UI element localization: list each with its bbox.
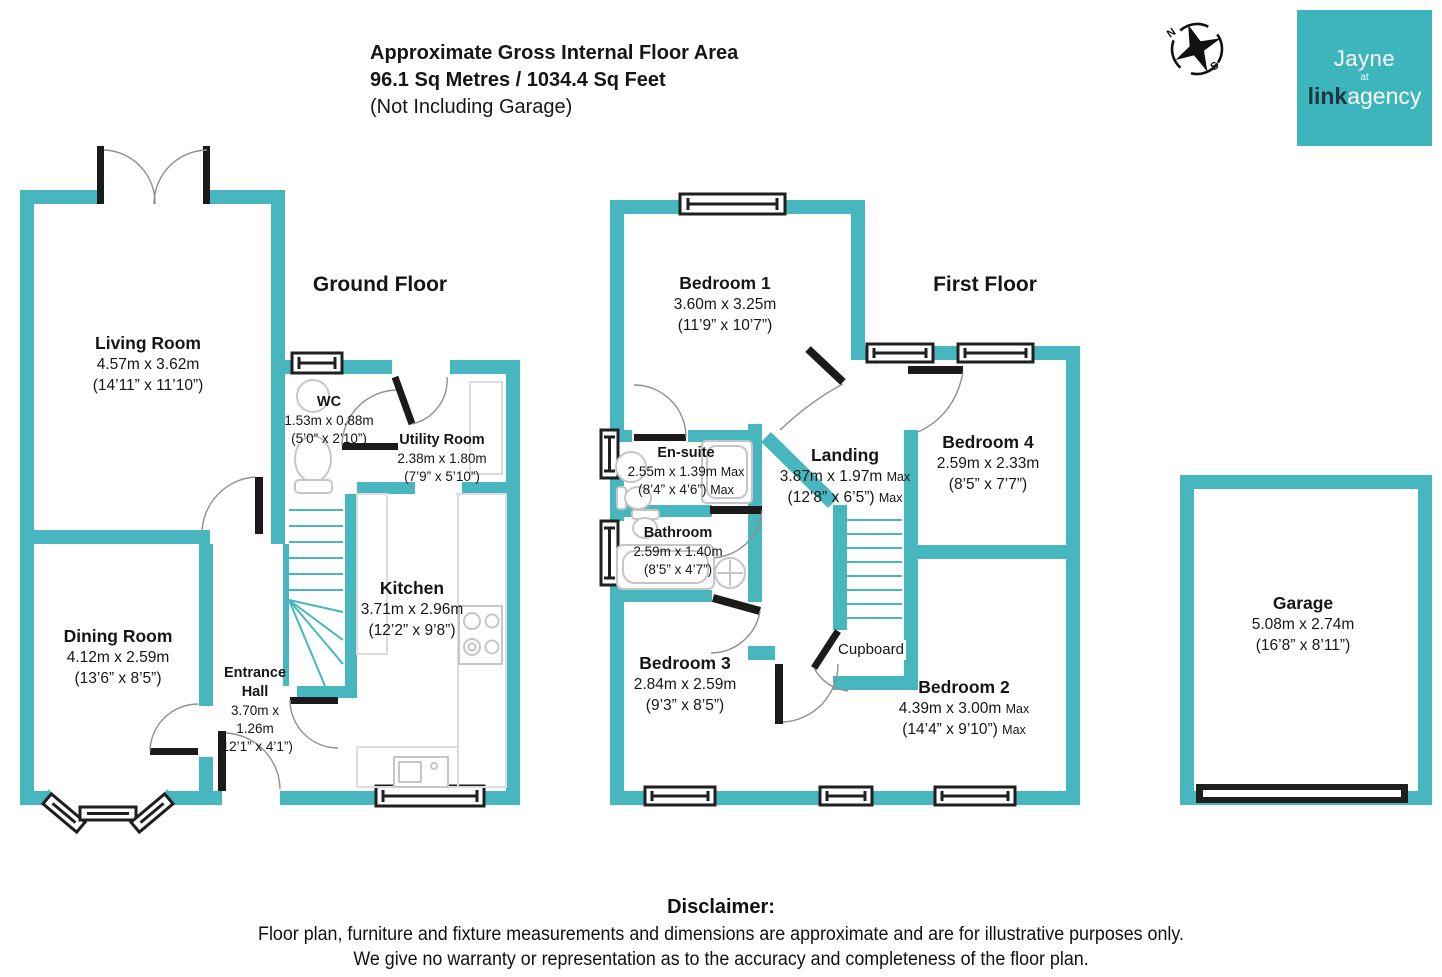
- room-dimension-line: [211, 738, 299, 756]
- disclaimer-title: Disclaimer:: [667, 896, 775, 918]
- room-dimension: (8’5” x 7’7”): [948, 475, 1028, 493]
- floor-area-header: [370, 40, 738, 121]
- agency-logo-brand-light: agency: [1347, 83, 1422, 109]
- room-label-bedroom-1: [674, 272, 777, 336]
- bay-window: [43, 794, 173, 832]
- room-name: Bedroom 2: [918, 677, 1010, 697]
- room-dimension-line: [284, 430, 373, 448]
- window: [935, 787, 1015, 805]
- room-name: Bedroom 1: [679, 273, 771, 293]
- first-floor-title: First Floor: [933, 273, 1037, 296]
- room-label-wc: [284, 393, 373, 448]
- room-dimension: 5.08m x 2.74m: [1251, 616, 1355, 634]
- room-dimension-line: [628, 481, 745, 499]
- room-dimension: 3.87m x 1.97m: [779, 468, 883, 486]
- agency-logo-brand: [1297, 83, 1432, 109]
- french-doors: [97, 146, 210, 204]
- room-name: Kitchen: [379, 578, 445, 598]
- room-dimension-line: [634, 675, 737, 695]
- room-label-en-suite: [628, 444, 745, 499]
- window: [820, 787, 872, 805]
- room-dimension-line: [937, 454, 1040, 474]
- room-dimension: 2.59m x 1.40m: [633, 544, 723, 560]
- room-dimension-line: [633, 543, 722, 561]
- room-dimension: (11’9” x 10’7”): [677, 316, 773, 334]
- floor-area-note: (Not Including Garage): [370, 96, 573, 118]
- room-dimension-line: [899, 720, 1029, 740]
- room-label-dining-room: [64, 625, 173, 689]
- window: [645, 787, 715, 805]
- room-dimension: 3.60m x 3.25m: [673, 296, 777, 314]
- dimension-max-qualifier: Max: [710, 482, 734, 497]
- door: [202, 477, 263, 534]
- room-label-living-room: [93, 332, 204, 396]
- room-dimension: (12’2” x 9’8”): [368, 621, 456, 639]
- agency-logo-brand-bold: link: [1307, 83, 1348, 109]
- room-dimension-line: [397, 468, 486, 486]
- room-label-landing: [780, 444, 910, 508]
- room-dimension: (9’3” x 8’5”): [645, 696, 725, 714]
- garage-door: [1196, 784, 1408, 803]
- room-label-kitchen: [361, 577, 464, 641]
- window: [376, 786, 484, 806]
- room-dimension-line: [211, 702, 299, 738]
- dimension-max-qualifier: Max: [1005, 702, 1030, 717]
- compass-north-label: N: [1164, 26, 1179, 41]
- room-name: Bathroom: [643, 525, 713, 541]
- room-dimension-line: [937, 475, 1040, 495]
- room-dimension: (7’9” x 5’10”): [404, 468, 480, 484]
- disclaimer: [0, 896, 1442, 972]
- room-name: Living Room: [95, 333, 201, 353]
- dimension-max-qualifier: Max: [1002, 722, 1026, 737]
- hob-icon: [459, 606, 502, 664]
- dimension-max-qualifier: Max: [720, 465, 745, 480]
- compass-icon: [1162, 14, 1232, 84]
- room-dimension-line: [64, 669, 173, 689]
- room-dimension-line: [1252, 615, 1355, 635]
- room-name: WC: [316, 394, 342, 410]
- room-label-cupboard: [836, 640, 906, 660]
- room-dimension: 4.39m x 3.00m: [898, 700, 1002, 718]
- room-name: Bedroom 3: [639, 653, 731, 673]
- room-dimension-line: [899, 699, 1029, 719]
- room-dimension-line: [634, 696, 737, 716]
- room-dimension: 1.53m x 0.88m: [284, 413, 374, 429]
- room-dimension: (12’1” x 4’1”): [217, 738, 293, 754]
- room-dimension-line: [674, 316, 777, 336]
- window: [958, 344, 1033, 362]
- room-dimension-line: [397, 450, 486, 468]
- door: [395, 377, 447, 424]
- door: [780, 349, 843, 430]
- room-dimension-line: [780, 488, 910, 508]
- room-dimension-line: [93, 355, 204, 375]
- room-dimension-line: [361, 621, 464, 641]
- room-name: Garage: [1272, 593, 1334, 613]
- room-dimension: 3.70m x 1.26m: [230, 703, 280, 737]
- room-dimension: 2.38m x 1.80m: [397, 451, 487, 467]
- staircase: [289, 510, 343, 686]
- floor-area-value: 96.1 Sq Metres / 1034.4 Sq Feet: [370, 69, 666, 91]
- room-name: Landing: [810, 445, 880, 465]
- room-dimension: (12’8” x 6’5”): [787, 488, 875, 506]
- room-dimension: 2.59m x 2.33m: [936, 455, 1040, 473]
- room-dimension-line: [674, 295, 777, 315]
- room-name: Cupboard: [838, 641, 904, 658]
- door: [908, 366, 963, 432]
- agency-logo-at: at: [1360, 72, 1369, 83]
- ground-floor-title: Ground Floor: [312, 273, 448, 296]
- room-label-utility-room: [397, 431, 486, 486]
- sink-icon: [394, 757, 448, 787]
- room-dimension: (14’4” x 9’10”): [902, 720, 998, 738]
- room-label-bedroom-3: [634, 652, 737, 716]
- room-dimension-line: [1252, 636, 1355, 656]
- window: [601, 430, 618, 478]
- dimension-max-qualifier: Max: [886, 470, 911, 485]
- agency-logo-name: Jayne: [1333, 46, 1396, 71]
- room-name: Entrance Hall: [223, 665, 287, 701]
- disclaimer-line-2: We give no warranty or representation as to the accuracy and completeness of the floor plan.: [353, 949, 1089, 970]
- room-dimension: (16’8” x 8’11”): [1255, 636, 1351, 654]
- room-dimension-line: [64, 648, 173, 668]
- room-dimension-line: [284, 412, 373, 430]
- room-dimension: (13’6” x 8’5”): [74, 669, 162, 687]
- room-label-bathroom: [633, 524, 722, 579]
- room-dimension: (8’4” x 4’6”): [638, 481, 707, 497]
- door: [775, 664, 838, 724]
- room-name: Dining Room: [63, 626, 173, 646]
- window: [680, 194, 785, 214]
- door: [634, 385, 686, 441]
- room-dimension: 4.12m x 2.59m: [66, 649, 170, 667]
- door: [150, 704, 198, 755]
- room-dimension: 4.57m x 3.62m: [96, 356, 200, 374]
- room-dimension: 3.71m x 2.96m: [360, 601, 464, 619]
- room-name: Bedroom 4: [942, 432, 1034, 452]
- compass-south-label: S: [1208, 59, 1221, 74]
- room-label-entrance-hall: [211, 664, 299, 756]
- room-label-bedroom-4: [937, 431, 1040, 495]
- room-dimension: 2.55m x 1.39m: [627, 464, 717, 480]
- room-dimension-line: [93, 376, 204, 396]
- floor-area-title: Approximate Gross Internal Floor Area: [370, 42, 739, 64]
- room-dimension: (5’0” x 2’10”): [291, 430, 367, 446]
- room-dimension-line: [780, 467, 910, 487]
- room-dimension-line: [361, 600, 464, 620]
- room-dimension: 2.84m x 2.59m: [633, 676, 737, 694]
- staircase: [847, 520, 902, 618]
- room-name: En-suite: [657, 445, 715, 461]
- room-name: Utility Room: [399, 432, 485, 448]
- room-label-bedroom-2: [899, 676, 1029, 740]
- room-dimension-line: [633, 561, 722, 579]
- room-label-garage: [1252, 592, 1355, 656]
- window: [601, 521, 618, 585]
- agency-logo: [1297, 10, 1432, 146]
- dimension-max-qualifier: Max: [878, 490, 903, 505]
- window: [292, 353, 342, 373]
- room-dimension: (8’5” x 4’7”): [643, 561, 713, 577]
- room-dimension-line: [628, 463, 745, 481]
- door: [711, 598, 760, 653]
- window: [867, 344, 933, 362]
- disclaimer-line-1: Floor plan, furniture and fixture measurements and dimensions are approximate and are for illustrative purposes only.: [258, 924, 1184, 945]
- room-dimension: (14’11” x 11’10”): [92, 376, 204, 394]
